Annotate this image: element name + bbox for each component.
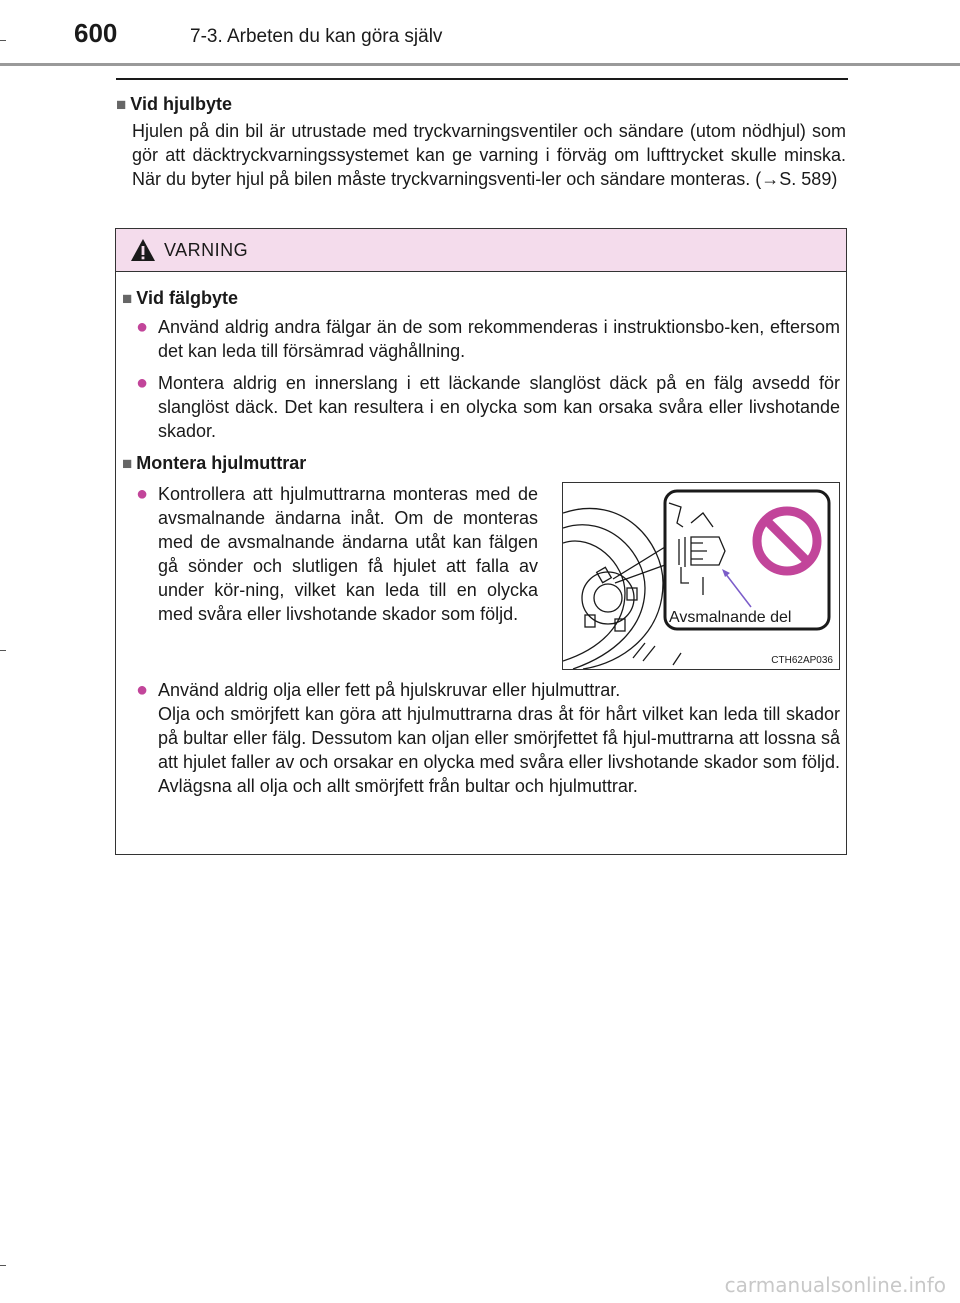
intro-heading [116,92,846,117]
round-bullet-icon: ● [136,679,149,701]
list-item [136,371,840,443]
figure-label: Avsmalnande del [669,609,792,626]
warning-header [116,229,846,272]
bullet-text: Använd aldrig olja eller fett på hjulskruvar eller hjulmuttrar. Olja och smörjfett kan göra att hjulmuttrarna dras åt för hårt vilket kan leda till skador på bultar eller fälg. Dessutom kan oljan eller smörjfettet få hjul-muttrarna att lossna så att hjulet faller av och orsakar en olycka med svåra eller livshotande skador som följd. Avlägsna all olja och allt smörjfett från bultar och hjulmuttrar. [158,680,840,796]
wheel-nut-illustration [563,483,839,669]
warning-section-heading [122,451,840,476]
figure-row [122,482,840,670]
bullet-text: Använd aldrig andra fälgar än de som rekommenderas i instruktionsbo-ken, eftersom det kan leda till försämrad väghållning. [158,317,840,361]
warning-triangle-icon [130,238,156,262]
page-header [0,0,960,66]
section-title: 7-3. Arbeten du kan göra själv [190,26,443,47]
figure-code: CTH62AP036 [771,655,833,666]
crop-mark [0,40,6,41]
square-bullet-icon: ■ [116,95,127,114]
list-item [136,678,840,798]
list-item [136,315,840,363]
crop-mark [0,1265,6,1266]
list-item [136,482,538,662]
watermark-logo: carmanualsonline.info [724,1273,946,1297]
intro-heading-text: Vid hjulbyte [130,94,232,114]
intro-paragraph: Hjulen på din bil är utrustade med tryckvarningsventiler och sändare (utom nödhjul) som gör att däcktryckvarningssystemet kan ge varning i förväg om lufttrycket skulle minska. När du byter hjul på bilen måste tryckvarningsventi-ler och sändare monteras. (→S. 589) [132,121,846,189]
warning-section2-heading: Montera hjulmuttrar [136,453,307,473]
round-bullet-icon: ● [136,483,149,505]
page-number: 600 [74,18,118,48]
warning-label: VARNING [164,239,249,260]
round-bullet-icon: ● [136,372,149,394]
square-bullet-icon: ■ [122,454,133,473]
square-bullet-icon: ■ [122,289,133,308]
wheel-nut-figure [562,482,840,670]
warning-section-heading [122,286,840,311]
crop-mark [0,650,6,651]
bullet-text: Kontrollera att hjulmuttrarna monteras med de avsmalnande ändarna inåt. Om de monteras med de avsmalnande ändarna utåt kan fälgen gå sönder och slutligen få hjulet att falla av under kör-ning, vilket kan leda till en olycka med svåra eller livshotande skador som följd. [158,484,538,624]
bullet-text: Montera aldrig en innerslang i ett läckande slanglöst däck på en fälg avsedd för slanglöst däck. Det kan resultera i en olycka som kan orsaka svåra eller livshotande skador. [158,373,840,441]
intro-section [116,92,846,191]
warning-body [116,272,846,798]
header-rule [0,63,960,66]
warning-box [115,228,847,855]
content-top-rule [116,78,848,80]
round-bullet-icon: ● [136,316,149,338]
warning-section1-heading: Vid fälgbyte [136,288,238,308]
